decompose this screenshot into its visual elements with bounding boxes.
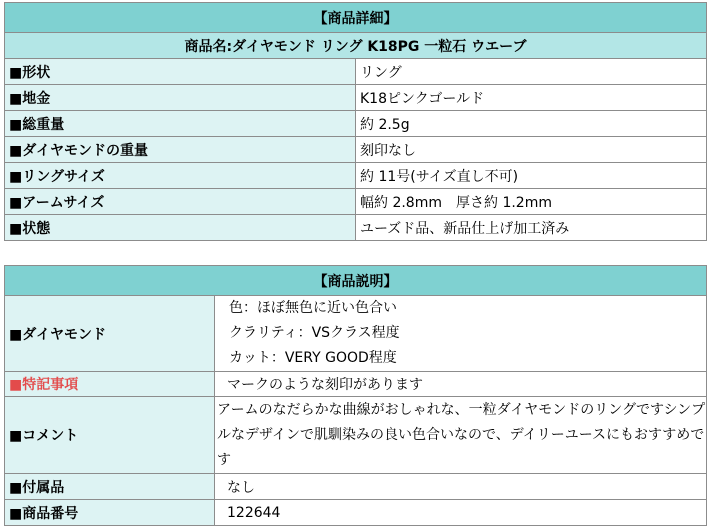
detail-row-diamond-weight <box>5 137 707 163</box>
details-header: 【商品詳細】 <box>5 3 707 33</box>
diamond-label: ■ダイヤモンド <box>5 296 215 372</box>
detail-row-arm-size <box>5 189 707 215</box>
detail-row-metal <box>5 85 707 111</box>
detail-label: ■状態 <box>5 215 356 241</box>
product-description-table <box>4 265 707 526</box>
diamond-color: 色：ほぼ無色に近い色合い <box>229 300 397 316</box>
detail-value: K18ピンクゴールド <box>356 85 707 111</box>
item-number-label: ■商品番号 <box>5 500 215 526</box>
detail-label: ■ダイヤモンドの重量 <box>5 137 356 163</box>
detail-label: ■総重量 <box>5 111 356 137</box>
detail-row-ring-size <box>5 163 707 189</box>
item-number-value: 122644 <box>215 500 707 526</box>
product-name: 商品名:ダイヤモンド リング K18PG 一粒石 ウエーブ <box>5 33 707 59</box>
detail-value: ユーズド品、新品仕上げ加工済み <box>356 215 707 241</box>
detail-row-condition <box>5 215 707 241</box>
diamond-clarity: クラリティ：VSクラス程度 <box>229 325 400 341</box>
comment-row <box>5 397 707 474</box>
detail-value: 幅約 2.8mm 厚さ約 1.2mm <box>356 189 707 215</box>
detail-value: 刻印なし <box>356 137 707 163</box>
detail-row-shape <box>5 59 707 85</box>
comment-label: ■コメント <box>5 397 215 474</box>
detail-value: リング <box>356 59 707 85</box>
special-notes-label: ■特記事項 <box>5 372 215 397</box>
detail-label: ■地金 <box>5 85 356 111</box>
detail-label: ■アームサイズ <box>5 189 356 215</box>
diamond-details <box>215 296 707 372</box>
diamond-row <box>5 296 707 372</box>
accessories-value: なし <box>215 474 707 500</box>
special-notes-value: マークのような刻印があります <box>215 372 707 397</box>
detail-label: ■形状 <box>5 59 356 85</box>
description-header: 【商品説明】 <box>5 266 707 296</box>
comment-cell <box>215 397 707 474</box>
detail-label: ■リングサイズ <box>5 163 356 189</box>
detail-value: 約 2.5g <box>356 111 707 137</box>
accessories-label: ■付属品 <box>5 474 215 500</box>
comment-text: アームのなだらかな曲線がおしゃれな、一粒ダイヤモンドのリングですシンプルなデザインで肌馴染みの良い色合いなので、デイリーユースにもおすすめです <box>217 401 706 468</box>
accessories-row <box>5 474 707 500</box>
special-notes-row <box>5 372 707 397</box>
item-number-row <box>5 500 707 526</box>
detail-value: 約 11号(サイズ直し不可) <box>356 163 707 189</box>
diamond-cut: カット：VERY GOOD程度 <box>229 350 397 366</box>
detail-row-total-weight <box>5 111 707 137</box>
product-details-table <box>4 2 707 241</box>
